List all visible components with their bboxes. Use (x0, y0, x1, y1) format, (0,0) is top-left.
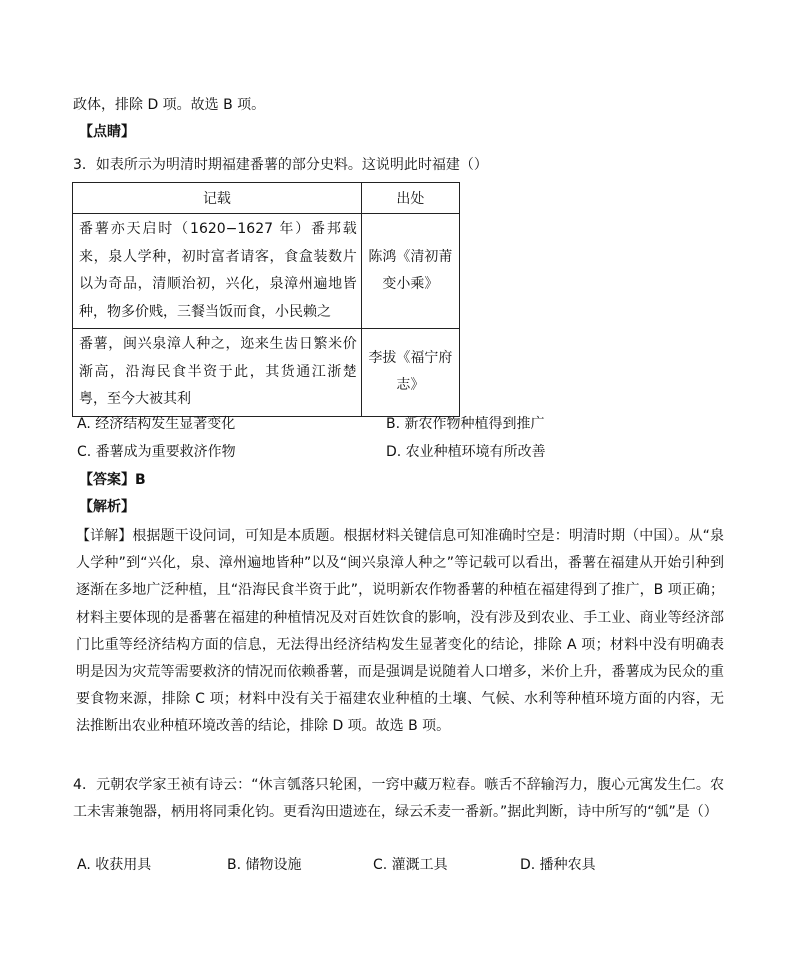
table-row (73, 214, 460, 329)
table-header-row (73, 183, 460, 214)
q4-option-c: C. 灌溉工具 (373, 857, 448, 873)
header-source: 出处 (361, 183, 459, 214)
dianjing-label: 【点睛】 (79, 124, 135, 140)
q4-option-a: A. 收获用具 (77, 857, 152, 873)
source-cell: 李拔《福宁府志》 (361, 329, 459, 417)
record-cell: 番薯，闽兴泉漳人种之，迩来生齿日繁米价渐高，沿海民食半资于此，其货通江浙楚粤，至今大被其利 (73, 329, 362, 417)
analysis-label: 【解析】 (79, 499, 135, 515)
answer-label: 【答案】 (79, 472, 135, 488)
q3-option-a: A. 经济结构发生显著变化 (77, 416, 236, 432)
q3-option-c: C. 番薯成为重要救济作物 (77, 444, 236, 460)
q3-detail: 【详解】根据题干设问词，可知是本质题。根据材料关键信息可知准确时空是：明清时期（中国）。从“泉人学种”到“兴化，泉、漳州遍地皆种”以及“闽兴泉漳人种之”等记载可以看出，番薯在福建从开始引种到逐渐在多地广泛种植，且“沿海民食半资于此”，说明新农作物番薯的种植在福建得到了推广，B 项正确；材料主要体现的是番薯在福建的种植情况及对百姓饮食的影响，没有涉及到农业、手工业、商业等经济部门比重等经济结构方面的信息，无法得出经济结构发生显著变化的结论，排除 A 项；材料中没有明确表明是因为灾荒等需要救济的情况而依赖番薯，而是强调是说随着人口增多，米价上升，番薯成为民众的重要食物来源，排除 C 项；材料中没有关于福建农业种植的土壤、气候、水利等种植环境方面的内容，无法推断出农业种植环境改善的结论，排除 D 项。故选 B 项。 (76, 528, 724, 735)
table-row (73, 329, 460, 417)
q4-stem: 4．元朝农学家王祯有诗云：“休言瓠落只轮囷，一窍中藏万粒春。嗾舌不辞输泻力，腹心元寓发生仁。农工未害兼匏器，柄用将同秉化钧。更看沟田遗迹在，绿云禾麦一番新。”据此判断，诗中所写的“瓠”是（） (73, 777, 724, 821)
q3-option-b: B. 新农作物种植得到推广 (386, 416, 545, 432)
q4-option-b: B. 储物设施 (227, 857, 302, 873)
record-cell: 番薯亦天启时（1620−1627 年）番邦载来，泉人学种，初时富者请客，食盒装数片以为奇品，清顺治初，兴化，泉漳州遍地皆种，物多价贱，三餐当饭而食，小民赖之 (73, 214, 362, 329)
q3-stem: 3．如表所示为明清时期福建番薯的部分史料。这说明此时福建（） (73, 157, 488, 173)
header-record: 记载 (73, 183, 362, 214)
q3-option-d: D. 农业种植环境有所改善 (386, 444, 546, 460)
q3-table (72, 182, 460, 417)
source-cell: 陈鸿《清初莆变小乘》 (361, 214, 459, 329)
previous-answer-tail: 政体，排除 D 项。故选 B 项。 (73, 97, 266, 113)
q4-option-d: D. 播种农具 (520, 857, 596, 873)
answer-value: B (135, 472, 146, 488)
answer-line (79, 470, 146, 490)
